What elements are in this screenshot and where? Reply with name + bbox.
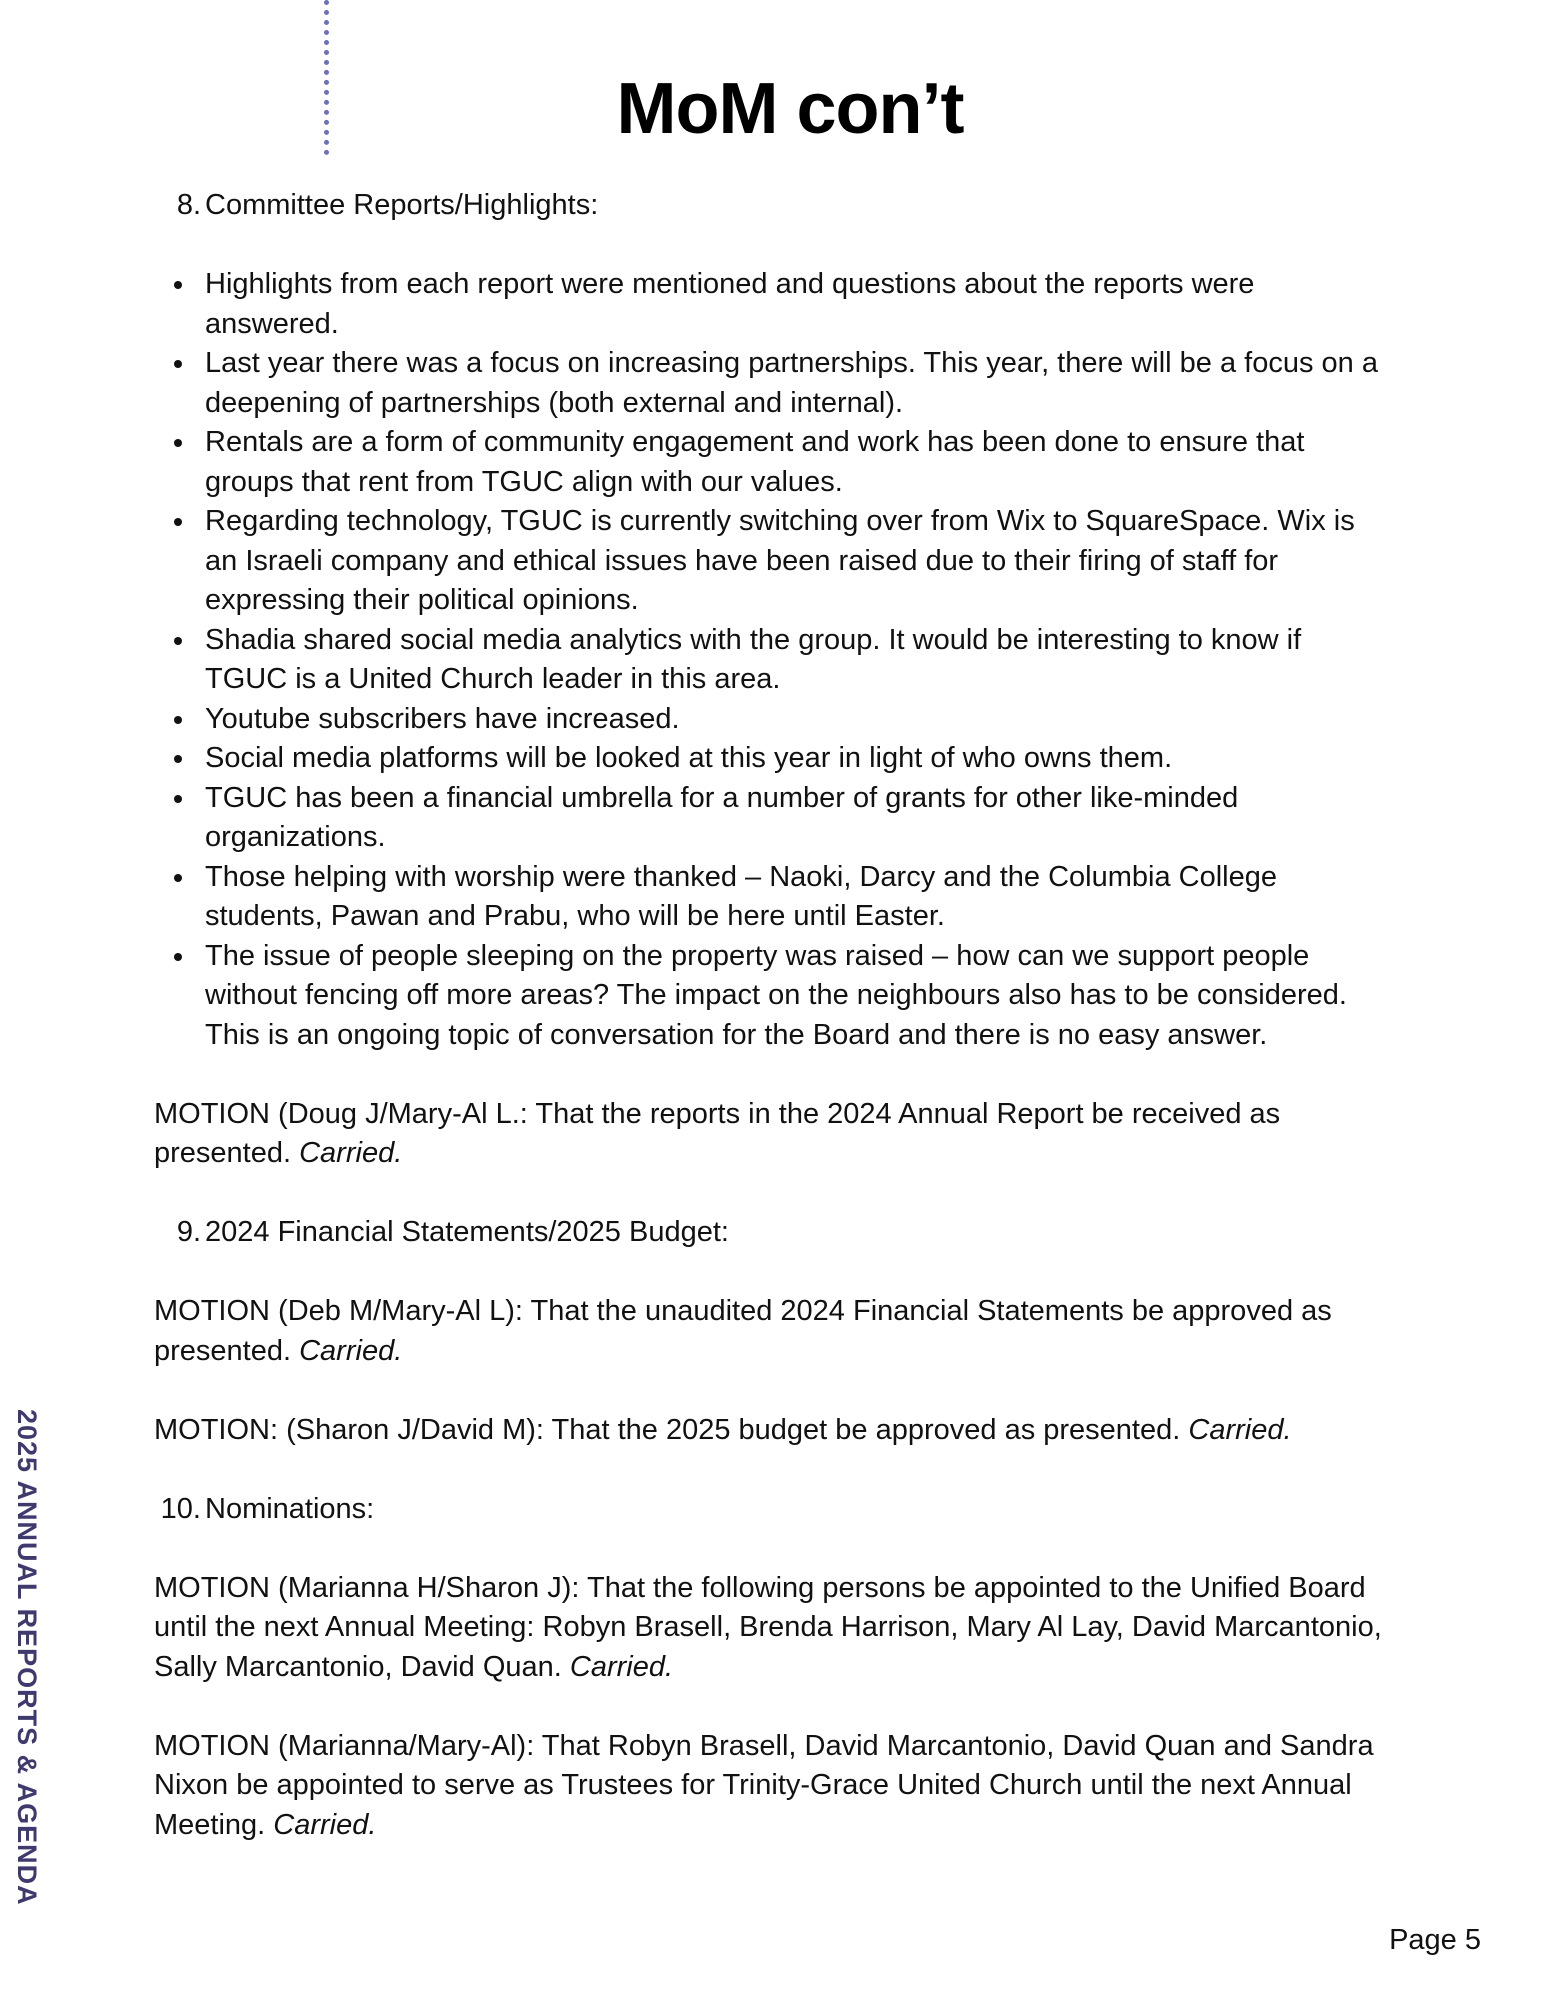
section-8-motion: MOTION (Doug J/Mary-Al L.: That the reports in the 2024 Annual Report be received as presented. Carried. [154,1097,1281,1169]
bullet-icon [174,281,182,289]
bullet-icon [174,518,182,526]
bullet-icon [174,360,182,368]
list-item: Rentals are a form of community engagement and work has been done to ensure that groups that rent from TGUC align with our values. [154,423,1384,502]
section-9-motion-budget: MOTION: (Sharon J/David M): That the 2025 budget be approved as presented. Carried. [154,1413,1292,1446]
list-item: The issue of people sleeping on the property was raised – how can we support people without fencing off more areas? The impact on the neighbours also has to be considered. This is an ongoing topic of conversation for the Board and there is no easy answer. [154,937,1384,1056]
bullet-icon [174,953,182,961]
motion-result: Carried. [569,1650,674,1683]
side-document-label: 2025 ANNUAL REPORTS & AGENDA [12,1409,42,1906]
minutes-content [154,186,1384,1845]
bullet-icon [174,874,182,882]
section-9-motion-financial-statements: MOTION (Deb M/Mary-Al L): That the unaudited 2024 Financial Statements be approved as presented. Carried. [154,1295,1332,1367]
section-9-number: 9. [176,1216,201,1248]
bullet-icon [174,637,182,645]
list-item: Those helping with worship were thanked – Naoki, Darcy and the Columbia College students, Pawan and Prabu, who will be here until Easter. [154,858,1384,937]
section-10-title: Nominations: [205,1492,375,1525]
section-8-heading [154,186,1384,226]
page-title: MoM con’t [616,69,964,149]
section-10-motion-trustees: MOTION (Marianna/Mary-Al): That Robyn Brasell, David Marcantonio, David Quan and Sandra Nixon be appointed to serve as Trustees for Trinity-Grace United Church until the next Annual Meeting. Carried. [154,1729,1374,1841]
list-item: Shadia shared social media analytics with the group. It would be interesting to know if TGUC is a United Church leader in this area. [154,621,1384,700]
list-item: Youtube subscribers have increased. [154,700,1384,740]
list-item: Regarding technology, TGUC is currently switching over from Wix to SquareSpace. Wix is an Israeli company and ethical issues have been raised due to their firing of staff for expressing their political opinions. [154,502,1384,621]
section-8-number: 8. [176,189,201,221]
motion-result: Carried. [299,1334,403,1367]
section-8-bullet-list [154,265,1384,1055]
section-8-title: Committee Reports/Highlights: [205,189,599,221]
bullet-icon [174,795,182,803]
motion-result: Carried. [273,1808,377,1841]
section-9-title: 2024 Financial Statements/2025 Budget: [205,1216,729,1248]
section-10-motion-board: MOTION (Marianna H/Sharon J): That the following persons be appointed to the Unified Board until the next Annual Meeting: Robyn Brasell, Brenda Harrison, Mary Al Lay, David Marcantonio, Sally Marcantonio, David Quan. Carried. [154,1571,1382,1683]
page-number: Page 5 [1389,1924,1481,1956]
bullet-icon [174,716,182,724]
motion-result: Carried. [1188,1413,1292,1446]
section-10-number: 10. [160,1492,201,1525]
list-item: Social media platforms will be looked at this year in light of who owns them. [154,739,1384,779]
motion-result: Carried. [299,1137,403,1169]
bullet-icon [174,755,182,763]
bullet-icon [174,439,182,447]
section-9-heading [154,1213,1384,1253]
section-10-heading [154,1490,1384,1530]
list-item: Last year there was a focus on increasing partnerships. This year, there will be a focus on a deepening of partnerships (both external and internal). [154,344,1384,423]
list-item: Highlights from each report were mentioned and questions about the reports were answered. [154,265,1384,344]
list-item: TGUC has been a financial umbrella for a number of grants for other like-minded organizations. [154,779,1384,858]
